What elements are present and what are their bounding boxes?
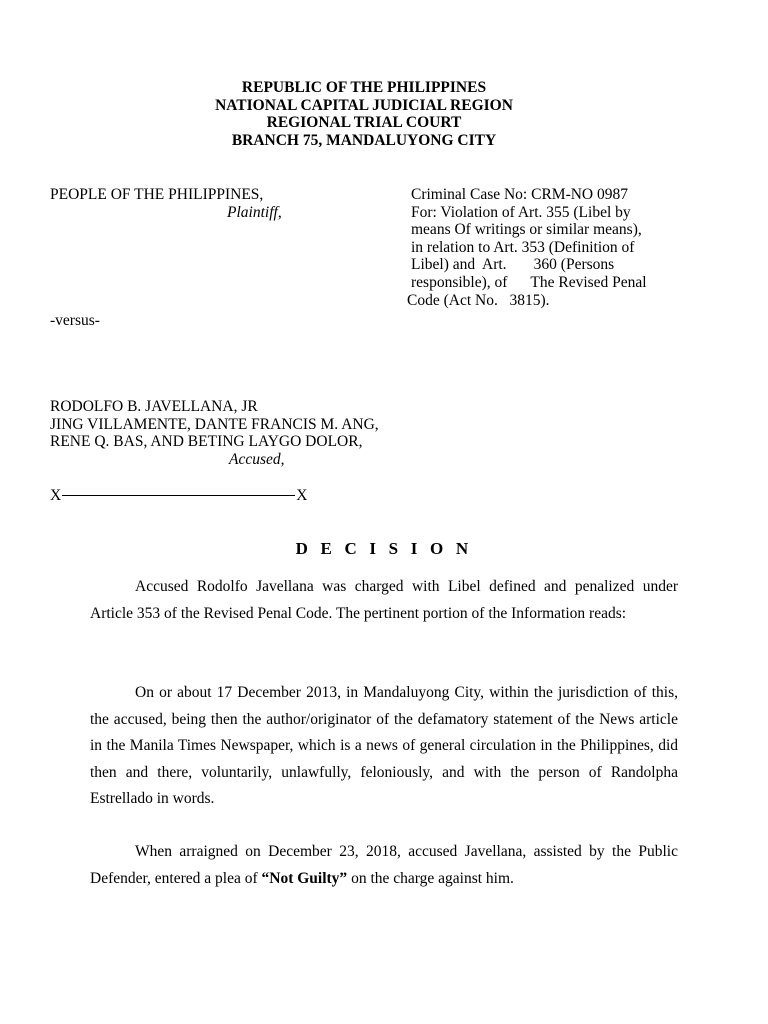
accused-role: Accused <box>229 451 281 468</box>
document-title: D E C I S I O N <box>295 539 473 558</box>
plaintiff-comma: , <box>277 204 282 221</box>
header-court: REGIONAL TRIAL COURT <box>266 114 462 131</box>
versus-label: -versus- <box>50 312 100 329</box>
separator-right: X <box>296 487 308 504</box>
plea-text-before: When arraigned on December 23, 2018, accused Javellana, assisted by the Public Defender, entered a plea of <box>90 843 678 887</box>
separator-rule <box>62 495 295 496</box>
case-violation-line: For: Violation of Art. 355 (Libel by <box>411 204 631 221</box>
accused-name: RENE Q. BAS, AND BETING LAYGO DOLOR, <box>50 433 363 450</box>
header-region: NATIONAL CAPITAL JUDICIAL REGION <box>215 97 513 114</box>
caption-separator <box>50 487 307 505</box>
plea-text-after: on the charge against him. <box>347 869 514 887</box>
case-violation-line: Code (Act No. 3815). <box>407 292 550 309</box>
case-violation-line: in relation to Art. 353 (Definition of <box>411 239 635 256</box>
body-paragraph-3 <box>90 839 678 892</box>
plaintiff-name: PEOPLE OF THE PHILIPPINES, <box>50 186 264 203</box>
case-violation-line: responsible), of The Revised Penal <box>411 274 647 291</box>
case-violation-line: means Of writings or similar means), <box>411 221 642 238</box>
body-paragraph-1: Accused Rodolfo Javellana was charged with Libel defined and penalized under Article 353 of the Revised Penal Code. The pertinent portion of the Information reads: <box>90 578 678 622</box>
plea-not-guilty: “Not Guilty” <box>261 869 348 887</box>
accused-label <box>229 451 285 469</box>
accused-name: JING VILLAMENTE, DANTE FRANCIS M. ANG, <box>50 416 379 433</box>
accused-comma: , <box>280 451 285 468</box>
case-number: Criminal Case No: CRM-NO 0987 <box>411 186 628 203</box>
case-violation-line: Libel) and Art. 360 (Persons <box>411 256 615 273</box>
header-branch: BRANCH 75, MANDALUYONG CITY <box>231 132 497 149</box>
body-paragraph-2: On or about 17 December 2013, in Mandaluyong City, within the jurisdiction of this, the accused, being then the author/originator of the defamatory statement of the News article in the Manila Times Newspaper, which is a news of general circulation in the Philippines, did then and there, voluntarily, unlawfully, feloniously, and with the person of Randolpha Estrellado in words. <box>90 684 678 807</box>
plaintiff-role: Plaintiff <box>227 204 278 221</box>
accused-name: RODOLFO B. JAVELLANA, JR <box>50 398 258 415</box>
separator-left: X <box>50 487 62 504</box>
header-republic: REPUBLIC OF THE PHILIPPINES <box>241 79 487 96</box>
plaintiff-label <box>227 204 282 222</box>
